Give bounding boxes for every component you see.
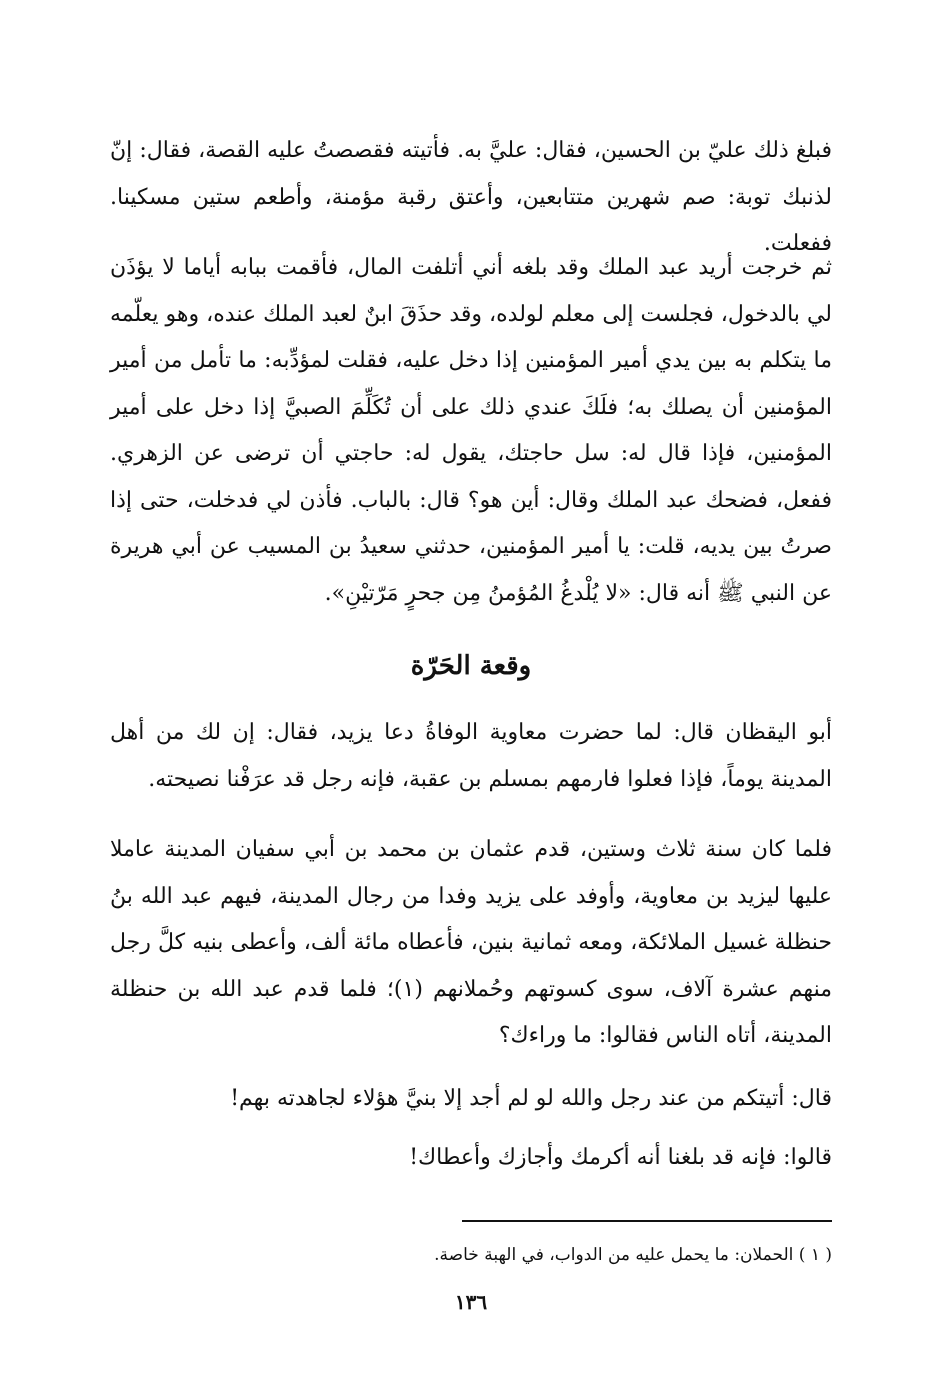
- footnote-divider: [462, 1220, 832, 1222]
- paragraph: قال: أتيتكم من عند رجل والله لو لم أجد إلا بنيَّ هؤلاء لجاهدته بهم!: [230, 1086, 832, 1111]
- paragraph: فلما كان سنة ثلاث وستين، قدم عثمان بن محمد بن أبي سفيان المدينة عاملا عليها ليزيد بن معاوية، وأوفد على يزيد وفدا من رجال المدينة، فيهم عبد الله بنُ حنظلة غسيل الملائكة، ومعه ثمانية بنين، فأعطاه مائة ألف، وأعطى بنيه كلَّ رجل منهم عشرة آلاف، سوى كسوتهم وحُملانهم (١)؛ فلما قدم عبد الله بن حنظلة المدينة، أتاه الناس فقالوا: ما وراءك؟: [110, 837, 832, 1048]
- paragraph: فبلغ ذلك عليّ بن الحسين، فقال: عليَّ به. فأتيته فقصصتُ عليه القصة، فقال: إنّ لذنبك توبة: صم شهرين متتابعين، وأعتق رقبة مؤمنة، وأطعم ستين مسكينا. ففعلت.: [110, 138, 832, 256]
- paragraph: أبو اليقظان قال: لما حضرت معاوية الوفاةُ دعا يزيد، فقال: إن لك من أهل المدينة يوماً، فإذا فعلوا فارمهم بمسلم بن عقبة، فإنه رجل قد عرَفْنا نصيحته.: [110, 720, 832, 792]
- paragraph: قالوا: فإنه قد بلغنا أنه أكرمك وأجازك وأعطاك!: [409, 1145, 832, 1170]
- footnote: ( ١ ) الحملان: ما يحمل عليه من الدواب، في الهبة خاصة.: [434, 1245, 832, 1265]
- page-number: ١٣٦: [454, 1290, 488, 1314]
- section-heading: وقعة الحَرّة: [410, 651, 532, 681]
- paragraph: ثم خرجت أريد عبد الملك وقد بلغه أني أتلفت المال، فأقمت ببابه أياما لا يؤذَن لي بالدخول، فجلست إلى معلم لولده، وقد حذَقَ ابنٌ لعبد الملك عنده، وهو يعلّمه ما يتكلم به بين يدي أمير المؤمنين إذا دخل عليه، فقلت لمؤدِّبه: ما تأمل من أمير المؤمنين أن يصلك به؛ فلَكَ عندي ذلك على أن تُكَلِّمَ الصبيَّ إذا دخل على أمير المؤمنين، فإذا قال له: سل حاجتك، يقول له: حاجتي أن ترضى عن الزهري. ففعل، فضحك عبد الملك وقال: أين هو؟ قال: بالباب. فأذن لي فدخلت، حتى إذا صرتُ بين يديه، قلت: يا أمير المؤمنين، حدثني سعيدُ بن المسيب عن أبي هريرة عن النبي ﷺ أنه قال: «لا يُلْدغُ المُؤمنُ مِن جحرٍ مَرّتيْنِ».: [110, 255, 832, 606]
